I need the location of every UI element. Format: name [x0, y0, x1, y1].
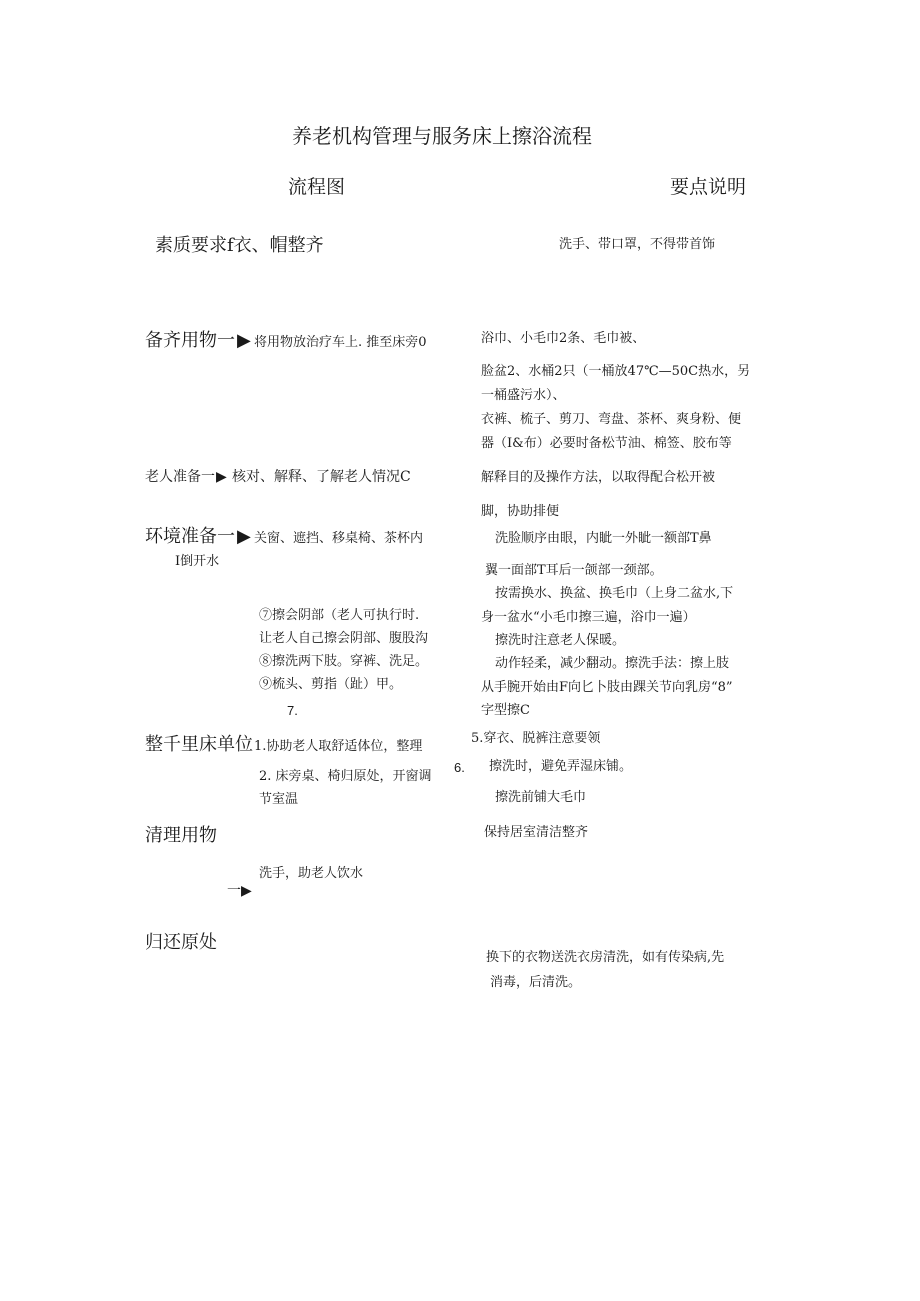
note-items-1: 浴巾、小毛巾2条、毛巾被、 — [481, 331, 646, 346]
elder-prep-label: 老人准备一 — [145, 469, 215, 485]
note-wash-order-2: 翼一面部T耳后一颌部一颈部。 — [485, 563, 663, 578]
step-9: ⑨梳头、剪指（趾）甲。 — [259, 677, 403, 692]
arrow-icon: ▶ — [237, 330, 251, 351]
note-items-3: 一桶盛污水）、 — [481, 388, 566, 403]
flow-chart-header: 流程图 — [288, 176, 346, 198]
step-7a: ⑦擦会阴部（老人可执行时. — [259, 608, 420, 623]
bed-unit-label: 整千里床单位 — [145, 734, 253, 755]
note-technique-2: 从手腕开始由F向匕卜肢由踝关节向乳房“8” — [481, 680, 733, 695]
arrow-icon: ▶ — [216, 469, 227, 485]
bed-unit-detail-1: 1.协助老人取舒适体位，整理 — [254, 739, 423, 754]
step-7b: 让老人自己擦会阴部、腹股沟 — [259, 631, 429, 646]
note-clean-room: 保持居室清洁整齐 — [484, 825, 589, 840]
note-elder-1: 解释目的及操作方法，以取得配合松开被 — [481, 470, 716, 485]
step-number-7: 7. — [287, 703, 298, 718]
wash-hands-step: 洗手，助老人饮水 — [259, 866, 364, 881]
note-laundry-1: 换下的衣物送洗衣房清洗，如有传染病,先 — [486, 950, 725, 965]
env-prep-detail-cont: I倒开水 — [175, 554, 220, 569]
quality-requirement: 素质要求f衣、帽整齐 — [155, 235, 324, 256]
arrow-icon: 一▶ — [227, 883, 252, 899]
note-number-6: 6. — [454, 760, 465, 775]
arrow-icon: ▶ — [237, 526, 251, 547]
prepare-items-label: 备齐用物一 — [145, 330, 235, 351]
clean-items-label: 清理用物 — [145, 825, 217, 846]
note-warmth: 擦洗时注意老人保暖。 — [495, 633, 626, 648]
bed-unit-detail-2: 2. 床旁桌、椅归原处，开窗调 — [259, 769, 432, 784]
note-change-water-2: 身一盆水“小毛巾擦三遍，浴巾一遍） — [481, 610, 696, 625]
return-label: 归还原处 — [145, 932, 217, 953]
note-quality: 洗手、带口罩，不得带首饰 — [559, 237, 716, 252]
env-prep-label: 环境准备一 — [145, 526, 235, 547]
env-prep-detail: 关窗、遮挡、移桌椅、茶杯内 — [254, 531, 424, 546]
prepare-items-detail: 将用物放治疗车上. 推至床旁0 — [254, 335, 427, 350]
note-wash-order-1: 洗脸顺序由眼，内眦一外眦一额部T鼻 — [495, 531, 712, 546]
note-items-4: 衣裤、梳子、剪刀、弯盘、茶杯、爽身粉、便 — [481, 412, 742, 427]
note-avoid-wet: 擦洗时，避免弄湿床铺。 — [489, 759, 633, 774]
note-technique-1: 动作轻柔，减少翻动。擦洗手法：擦上肢 — [495, 656, 730, 671]
note-dressing: 5.穿衣、脱裤注意要领 — [471, 731, 601, 746]
page-title: 养老机构管理与服务床上擦浴流程 — [292, 124, 592, 148]
note-change-water-1: 按需换水、换盆、换毛巾（上身二盆水,下 — [495, 586, 734, 601]
note-towel: 擦洗前铺大毛巾 — [495, 790, 587, 805]
note-elder-2: 脚，协助排便 — [481, 504, 560, 519]
note-laundry-2: 消毒，后清洗。 — [490, 975, 582, 990]
step-8: ⑧擦洗两下肢。穿裤、洗足。 — [259, 654, 429, 669]
notes-header: 要点说明 — [670, 176, 747, 198]
note-technique-3: 字型擦C — [481, 703, 530, 718]
bed-unit-detail-3: 节室温 — [259, 792, 299, 807]
elder-prep-detail: 核对、解释、了解老人情况C — [232, 469, 411, 485]
note-items-2: 脸盆2、水桶2只（一桶放47℃—50C热水，另 — [481, 364, 751, 379]
note-items-5: 器（I&布）必要时备松节油、棉签、胶布等 — [481, 436, 732, 451]
